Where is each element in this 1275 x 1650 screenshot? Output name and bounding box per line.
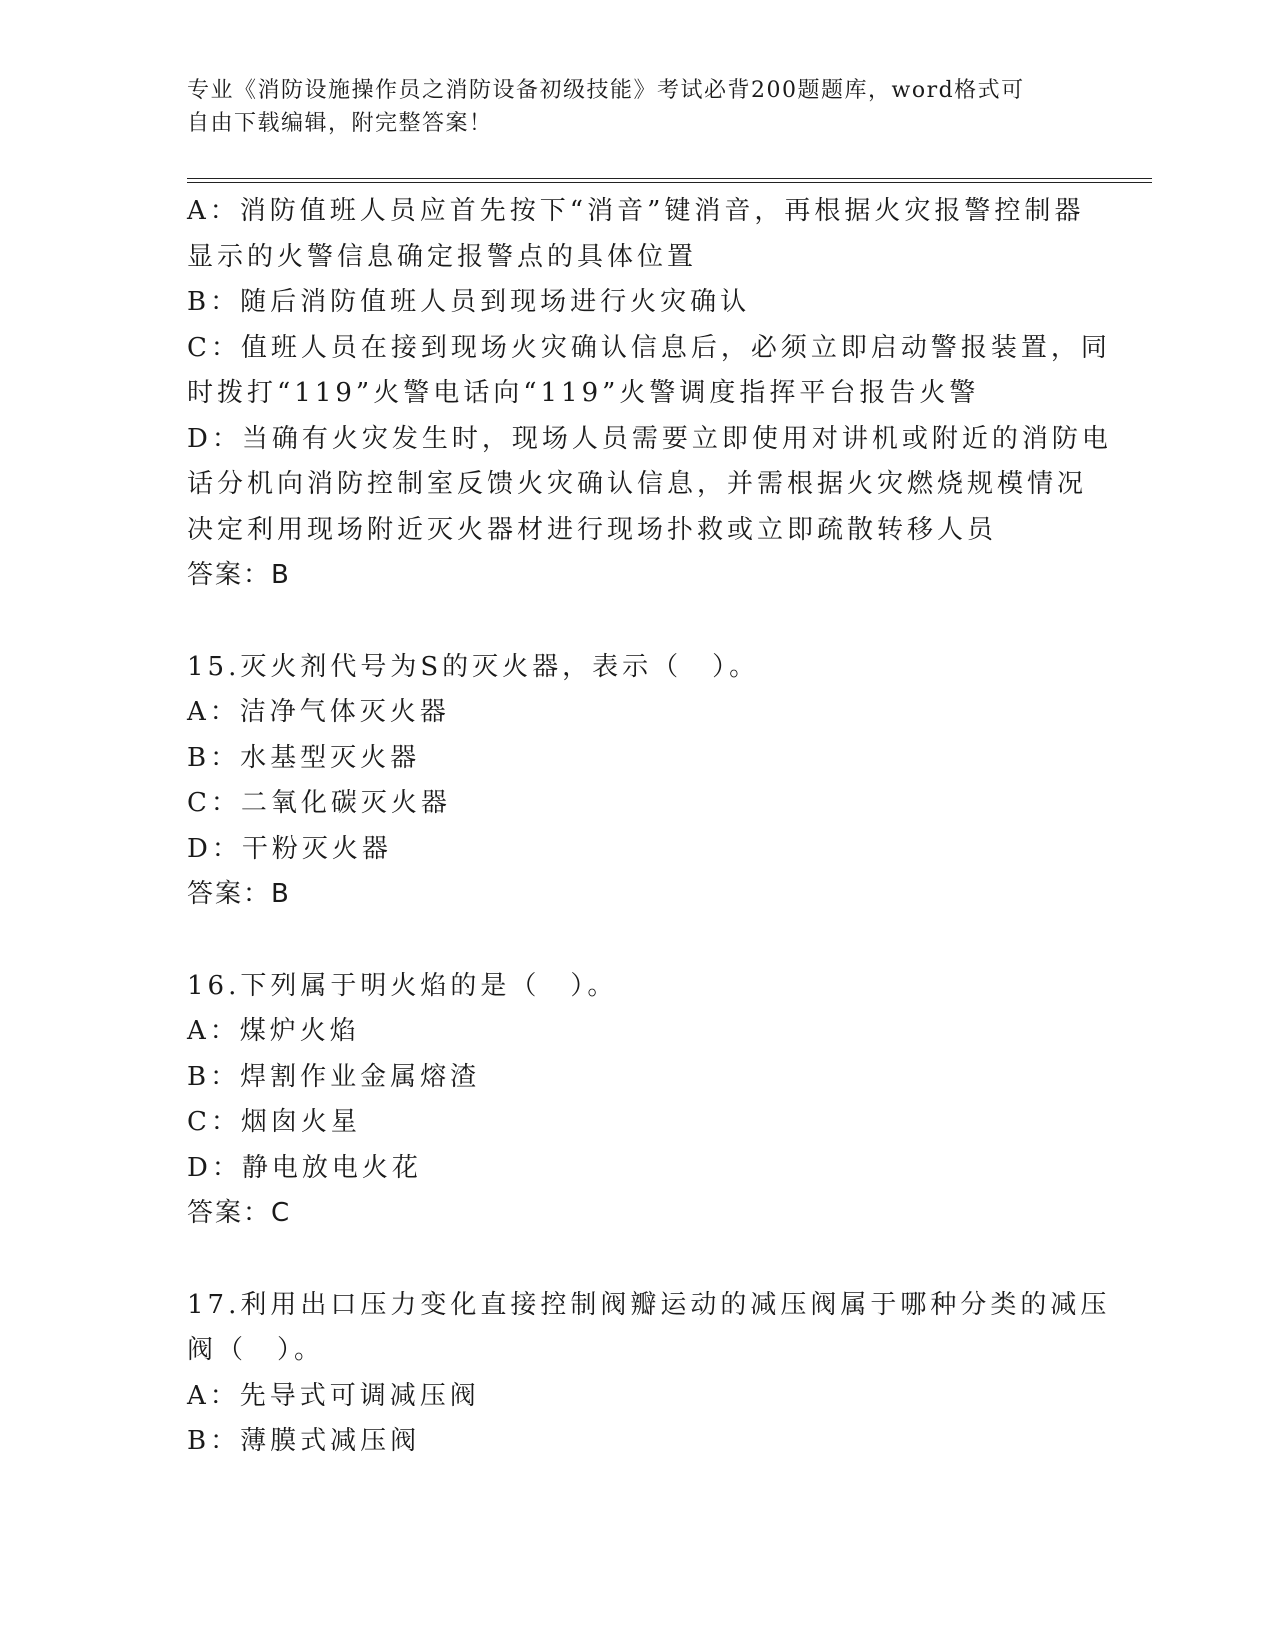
question-15-text: 15.灭火剂代号为S的灭火器，表示（ ）。: [187, 651, 760, 682]
question-17-text-line-1: 17.利用出口压力变化直接控制阀瓣运动的减压阀属于哪种分类的减压: [187, 1289, 1111, 1320]
header-divider: [187, 178, 1152, 183]
option-b: B：水基型灭火器: [187, 742, 421, 773]
option-d: D：静电放电火花: [187, 1152, 422, 1183]
option-c-line-2: 时拨打“119”火警电话向“119”火警调度指挥平台报告火警: [187, 378, 980, 408]
header-line-2: 自由下载编辑，附完整答案！: [187, 111, 493, 136]
header-line-1: 专业《消防设施操作员之消防设备初级技能》考试必背200题题库，word格式可: [187, 78, 1025, 103]
spacer: [187, 599, 1077, 645]
option-c-line-1: C：值班人员在接到现场火灾确认信息后，必须立即启动警报装置，同: [187, 332, 1111, 363]
option-a: A：洁净气体灭火器: [187, 697, 450, 727]
option-d: D：干粉灭火器: [187, 833, 392, 864]
question-16: [187, 964, 1077, 1237]
document-header: [187, 74, 1067, 140]
document-body: [187, 189, 1112, 1465]
question-14-options: [187, 189, 1112, 599]
option-d-line-1: D：当确有火灾发生时，现场人员需要立即使用对讲机或附近的消防电: [187, 423, 1112, 454]
option-a: A：先导式可调减压阀: [187, 1380, 480, 1411]
answer-15: 答案：B: [187, 879, 291, 909]
answer-16: 答案：C: [187, 1198, 292, 1228]
option-b: B：薄膜式减压阀: [187, 1426, 421, 1456]
option-b: B：随后消防值班人员到现场进行火灾确认: [187, 287, 751, 317]
option-c: C：烟囱火星: [187, 1107, 361, 1137]
spacer: [187, 1237, 1077, 1283]
question-17-text-line-2: 阀（ ）。: [187, 1335, 325, 1365]
answer-14: 答案：B: [187, 560, 291, 590]
question-16-text: 16.下列属于明火焰的是（ ）。: [187, 970, 618, 1001]
question-15: [187, 645, 1077, 918]
option-c: C：二氧化碳灭火器: [187, 788, 451, 818]
spacer: [187, 918, 1077, 964]
question-17: [187, 1283, 1111, 1465]
option-d-line-2: 话分机向消防控制室反馈火灾确认信息，并需根据火灾燃烧规模情况: [187, 469, 1088, 499]
option-a-line-1: A：消防值班人员应首先按下“消音”键消音，再根据火灾报警控制器: [187, 196, 1085, 226]
option-a-line-2: 显示的火警信息确定报警点的具体位置: [187, 241, 698, 272]
option-b: B：焊割作业金属熔渣: [187, 1061, 481, 1092]
option-d-line-3: 决定利用现场附近灭火器材进行现场扑救或立即疏散转移人员: [187, 514, 998, 545]
option-a: A：煤炉火焰: [187, 1016, 360, 1046]
